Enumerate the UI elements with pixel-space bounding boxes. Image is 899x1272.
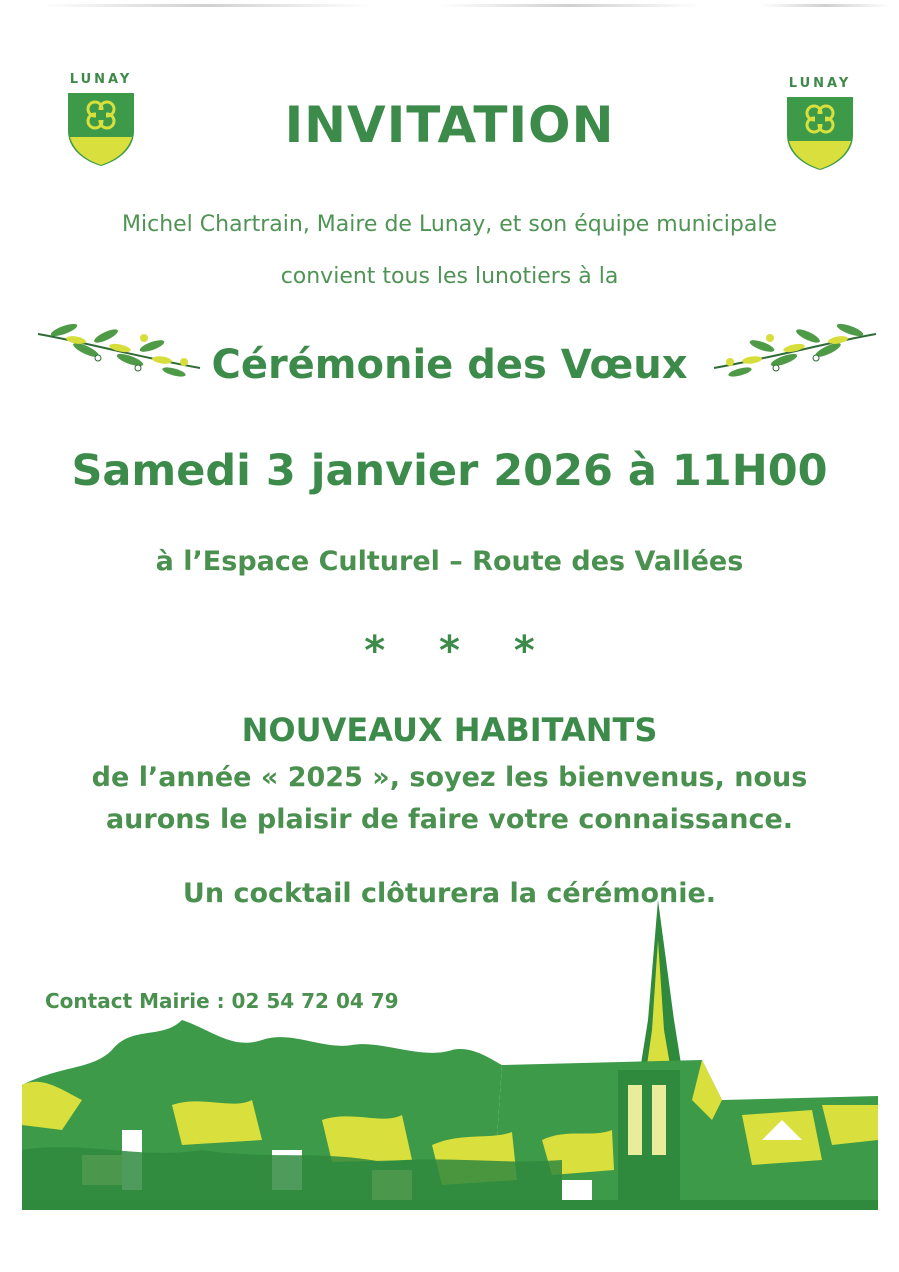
newcomers-heading: NOUVEAUX HABITANTS — [241, 711, 658, 749]
ceremony-title: Cérémonie des Vœux — [211, 342, 688, 388]
intro-line-2: convient tous les lunotiers à la — [280, 264, 619, 289]
scan-artifact — [40, 4, 370, 7]
newcomers-line-1: de l’année « 2025 », soyez les bienvenus, nous — [91, 762, 808, 793]
event-date: Samedi 3 janvier 2026 à 11H00 — [71, 446, 828, 496]
cocktail-line: Un cocktail clôturera la cérémonie. — [182, 878, 717, 909]
newcomers-line-2: aurons le plaisir de faire votre connaissance. — [105, 804, 794, 835]
contact-line: Contact Mairie : 02 54 72 04 79 — [45, 989, 399, 1013]
separator-stars: * * * — [364, 628, 555, 674]
logo-name: LUNAY — [69, 72, 133, 87]
scan-artifact — [760, 4, 890, 7]
scan-artifact — [440, 4, 700, 7]
event-place: à l’Espace Culturel – Route des Vallées — [155, 546, 744, 577]
intro-line-1: Michel Chartrain, Maire de Lunay, et son équipe municipale — [122, 212, 777, 237]
logo-name: LUNAY — [788, 76, 852, 91]
village-church-illustration — [22, 900, 878, 1210]
page-title: INVITATION — [284, 96, 615, 154]
